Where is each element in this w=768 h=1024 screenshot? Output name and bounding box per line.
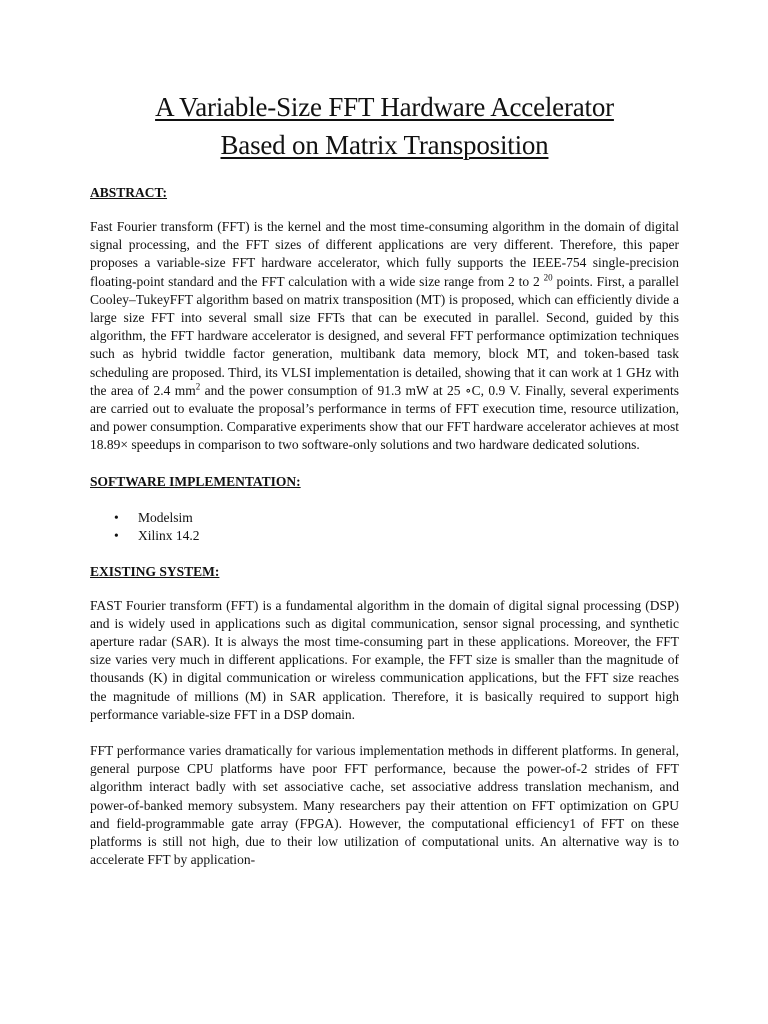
software-list [90, 509, 679, 545]
abstract-superscript-exponent: 20 [543, 272, 553, 283]
document-title [90, 88, 679, 164]
existing-system-heading: EXISTING SYSTEM: [90, 563, 220, 579]
software-implementation-heading: SOFTWARE IMPLEMENTATION: [90, 473, 301, 489]
existing-system-paragraph-2: FFT performance varies dramatically for various implementation methods in different platforms. In general, general purpose CPU platforms have poor FFT performance, because the power-of-2 strides of FFT algorithm interact badly with set associative cache, set associative address translation mechanism, and power-of-banked memory subsystem. Many researchers pay their attention on FFT optimization on GPU and field-programmable gate array (FPGA). However, the computational efficiency1 of FFT on these platforms is still not high, due to their low utilization of computational units. An alternative way is to accelerate FFT by application- [90, 743, 679, 868]
abstract-paragraph [90, 218, 679, 455]
list-item-label: Xilinx 14.2 [138, 527, 200, 543]
list-item [114, 509, 679, 527]
existing-system-paragraph-1: FAST Fourier transform (FFT) is a fundamental algorithm in the domain of digital signal processing (DSP) and is widely used in applications such as digital communication, sensor signal processing, and synthetic aperture radar (SAR). It is always the most time-consuming part in these applications. Moreover, the FFT size varies very much in different applications. For example, the FFT size is smaller than the magnitude of thousands (K) in digital communication or wireless communication applications, but the FFT size reaches the magnitude of millions (M) in SAR application. Therefore, it is basically required to support high performance variable-size FFT in a DSP domain. [90, 597, 679, 722]
title-line-2: Based on Matrix Transposition [220, 130, 549, 160]
abstract-heading: ABSTRACT: [90, 185, 168, 200]
title-line-1: A Variable-Size FFT Hardware Accelerator [155, 92, 614, 122]
abstract-superscript-area: 2 [195, 381, 201, 392]
abstract-text-part-2: points. First, a parallel Cooley–TukeyFFT algorithm based on matrix transposition (MT) is proposed, which can efficiently divide a large size FFT into several small size FFTs that can be executed in parallel. Second, guided by this algorithm, the FFT hardware accelerator is designed, and several FFT performance optimization techniques such as hybrid twiddle factor generation, multibank data memory, block MT, and token-based task scheduling are proposed. Third, its VLSI implementation is detailed, showing that it can work at 1 GHz with the area of 2.4 mm [90, 273, 680, 398]
document-page [90, 88, 679, 869]
abstract-text-part-1: Fast Fourier transform (FFT) is the kernel and the most time-consuming algorithm in the domain of digital signal processing, and the FFT sizes of different applications are very different. Therefore, this paper proposes a variable-size FFT hardware accelerator, which fully supports the IEEE-754 single-precision floating-point standard and the FFT calculation with a wide size range from 2 to 2 [90, 219, 679, 289]
list-item-label: Modelsim [138, 509, 193, 525]
bullet-icon: • [114, 527, 119, 543]
list-item [114, 527, 679, 545]
abstract-text-part-3: and the power consumption of 91.3 mW at 25 ∘C, 0.9 V. Finally, several experiments are carried out to evaluate the proposal’s performance in terms of FFT execution time, resource utilization, and power consumption. Comparative experiments show that our FFT hardware accelerator achieves at most 18.89× speedups in comparison to two software-only solutions and two hardware dedicated solutions. [90, 382, 679, 453]
bullet-icon: • [114, 509, 119, 525]
